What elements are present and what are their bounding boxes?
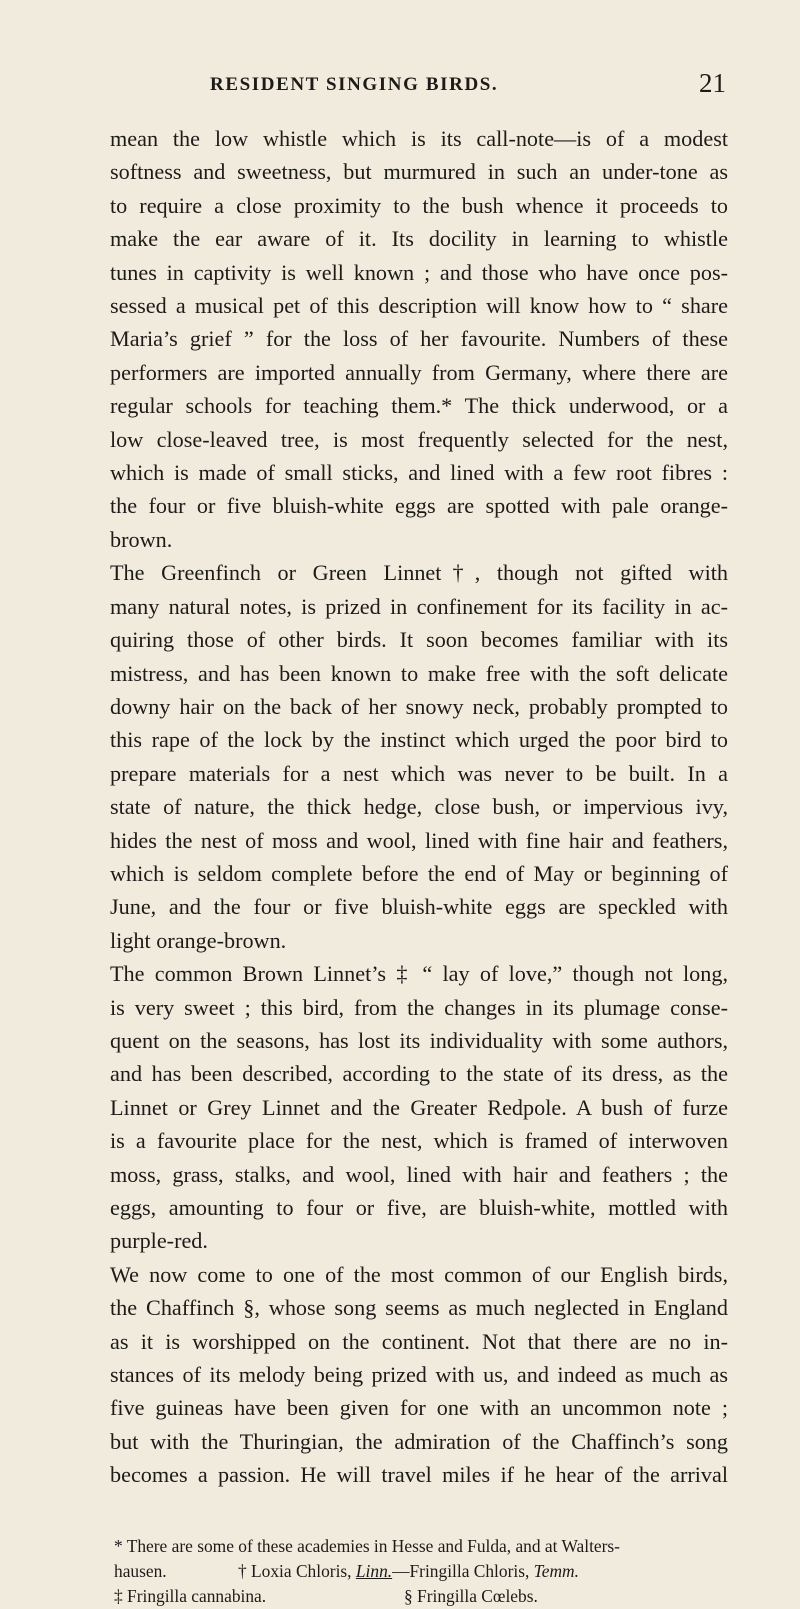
page-number: 21 bbox=[699, 68, 726, 98]
text-line: is a favourite place for the nest, which is framed of interwoven bbox=[110, 1128, 728, 1154]
text-line: light orange-brown. bbox=[110, 927, 287, 953]
text-line: We now come to one of the most common of our English birds, bbox=[110, 1261, 728, 1287]
text-line: state of nature, the thick hedge, close bush, or impervious ivy, bbox=[110, 794, 728, 820]
text-line: The Greenfinch or Green Linnet†, though not gifted with bbox=[110, 560, 728, 586]
footnote-text: —Fringilla Chloris, bbox=[392, 1560, 534, 1581]
text-line: prepare materials for a nest which was never to be built. In a bbox=[110, 760, 728, 786]
text-line: performers are imported annually from Germany, where there are bbox=[110, 359, 728, 385]
text-line: make the ear aware of it. Its docility in learning to whistle bbox=[110, 226, 728, 252]
text-line: and has been described, according to the state of its dress, as the bbox=[110, 1061, 728, 1087]
text-line: brown. bbox=[110, 526, 173, 552]
footnote-text: § Fringilla Cœlebs. bbox=[404, 1585, 538, 1606]
footnote-text: ‡ Fringilla cannabina. bbox=[114, 1585, 267, 1606]
text-line: mean the low whistle which is its call-note—is of a modest bbox=[110, 126, 728, 151]
text-line: softness and sweetness, but murmured in such an under-tone as bbox=[110, 159, 728, 185]
running-head: RESIDENT SINGING BIRDS. bbox=[210, 74, 499, 95]
footnote-text: hausen. bbox=[114, 1560, 167, 1581]
text-line: mistress, and has been known to make free with the soft delicate bbox=[110, 660, 728, 686]
text-line: purple-red. bbox=[110, 1228, 208, 1254]
footnote-line bbox=[114, 1559, 728, 1584]
text-line: downy hair on the back of her snowy neck, probably prompted to bbox=[110, 693, 728, 719]
text-line: which is made of small sticks, and lined with a few root fibres : bbox=[110, 460, 728, 486]
text-line: eggs, amounting to four or five, are bluish-white, mottled with bbox=[110, 1195, 728, 1220]
text-line: many natural notes, is prized in confinement for its facility in ac- bbox=[110, 593, 728, 619]
text-line: tunes in captivity is well known ; and those who have once pos- bbox=[110, 259, 728, 285]
text-line: Linnet or Grey Linnet and the Greater Redpole. A bush of furze bbox=[110, 1094, 728, 1120]
text-line: moss, grass, stalks, and wool, lined with hair and feathers ; the bbox=[110, 1161, 728, 1187]
text-line: but with the Thuringian, the admiration of the Chaffinch’s song bbox=[110, 1428, 728, 1454]
text-line: this rape of the lock by the instinct which urged the poor bird to bbox=[110, 727, 728, 753]
text-line: the Chaffinch §, whose song seems as much neglected in England bbox=[110, 1295, 728, 1321]
text-line: becomes a passion. He will travel miles if he hear of the arrival bbox=[110, 1462, 728, 1488]
page-header bbox=[110, 66, 728, 100]
text-line: sessed a musical pet of this description will know how to “ share bbox=[110, 293, 728, 319]
text-line: hides the nest of moss and wool, lined with fine hair and feathers, bbox=[110, 827, 728, 853]
text-line: which is seldom complete before the end of May or beginning of bbox=[110, 860, 728, 886]
footnote-text: † Loxia Chloris, bbox=[238, 1560, 356, 1581]
text-line: is very sweet ; this bird, from the changes in its plumage conse- bbox=[110, 994, 728, 1020]
footnotes bbox=[110, 1534, 728, 1609]
text-line: five guineas have been given for one with an uncommon note ; bbox=[110, 1395, 728, 1421]
text-line: low close-leaved tree, is most frequently selected for the nest, bbox=[110, 426, 728, 452]
text-line: regular schools for teaching them.* The thick underwood, or a bbox=[110, 393, 728, 419]
text-line: as it is worshipped on the continent. Not that there are no in- bbox=[110, 1328, 728, 1354]
text-line: the four or five bluish-white eggs are spotted with pale orange- bbox=[110, 493, 728, 519]
footnote-line bbox=[114, 1584, 728, 1609]
footnote-line: * There are some of these academies in Hesse and Fulda, and at Walters- bbox=[114, 1535, 620, 1556]
text-line: stances of its melody being prized with us, and indeed as much as bbox=[110, 1362, 728, 1388]
text-line: to require a close proximity to the bush whence it proceeds to bbox=[110, 192, 728, 218]
text-line: June, and the four or five bluish-white eggs are speckled with bbox=[110, 894, 728, 920]
text-line: Maria’s grief ” for the loss of her favourite. Numbers of these bbox=[110, 326, 728, 352]
footnote-italic: Temm. bbox=[533, 1560, 579, 1581]
text-line: quent on the seasons, has lost its individuality with some authors, bbox=[110, 1027, 728, 1053]
body-text bbox=[110, 122, 728, 1492]
text-line: The common Brown Linnet’s ‡ “ lay of love,” though not long, bbox=[110, 961, 728, 987]
footnote-italic: Linn. bbox=[355, 1560, 393, 1581]
text-line: quiring those of other birds. It soon becomes familiar with its bbox=[110, 627, 728, 653]
